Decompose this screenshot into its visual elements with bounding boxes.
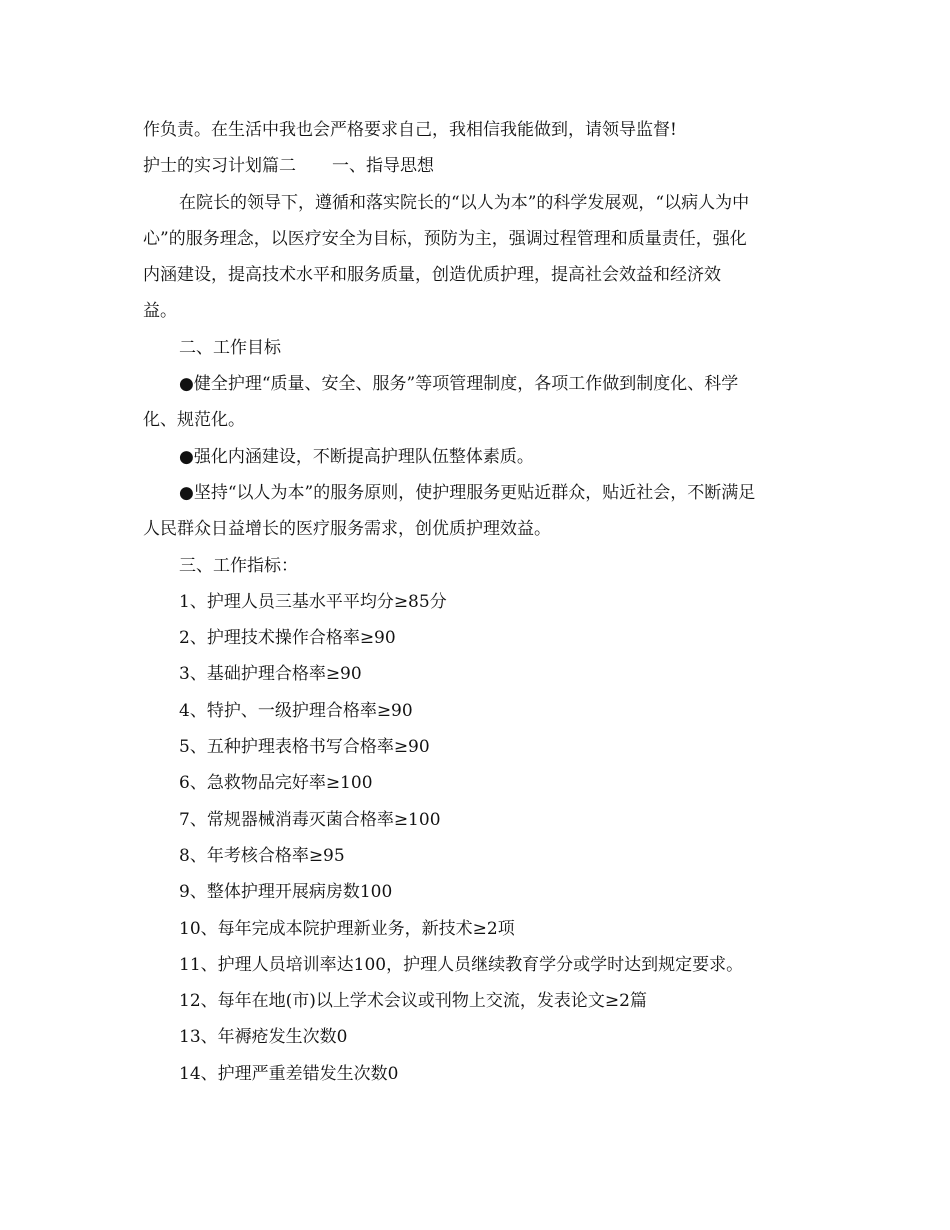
goal-line: 人民群众日益增长的医疗服务需求，创优质护理效益。 [143, 519, 551, 540]
goal-item-3 [143, 475, 815, 548]
document-body [143, 112, 815, 1092]
goal-line: ●健全护理“质量、安全、服务”等项管理制度，各项工作做到制度化、科学 [179, 374, 739, 395]
list-item: 12、每年在地(市)以上学术会议或刊物上交流，发表论文≥2篇 [179, 991, 647, 1012]
list-item: 10、每年完成本院护理新业务，新技术≥2项 [179, 918, 515, 939]
section-title: 护士的实习计划篇二 [143, 156, 296, 177]
opening-line: 作负责。在生活中我也会严格要求自己，我相信我能做到，请领导监督! [143, 120, 677, 140]
list-item: 5、五种护理表格书写合格率≥90 [179, 737, 430, 758]
list-item: 9、整体护理开展病房数100 [179, 882, 393, 903]
list-item: 2、护理技术操作合格率≥90 [179, 628, 396, 649]
goal-item-2: ●强化内涵建设，不断提高护理队伍整体素质。 [179, 446, 534, 467]
goal-line: ●坚持“以人为本”的服务原则，使护理服务更贴近群众，贴近社会，不断满足 [179, 482, 756, 503]
paragraph-line: 益。 [143, 301, 177, 322]
section-header-line [143, 148, 815, 184]
heading-work-goals: 二、工作目标 [179, 337, 281, 358]
list-item: 14、护理严重差错发生次数0 [179, 1063, 399, 1084]
paragraph-line: 在院长的领导下，遵循和落实院长的“以人为本”的科学发展观，“以病人为中 [179, 192, 750, 213]
list-item: 3、基础护理合格率≥90 [179, 664, 362, 685]
list-item: 6、急救物品完好率≥100 [179, 773, 373, 794]
list-item: 11、护理人员培训率达100，护理人员继续教育学分或学时达到规定要求。 [179, 954, 744, 975]
list-item: 7、常规器械消毒灭菌合格率≥100 [179, 809, 441, 830]
paragraph-line: 心”的服务理念，以医疗安全为目标，预防为主，强调过程管理和质量责任，强化 [143, 228, 747, 249]
list-item: 4、特护、一级护理合格率≥90 [179, 700, 413, 721]
list-item: 1、护理人员三基水平平均分≥85分 [179, 591, 447, 612]
list-item: 13、年褥疮发生次数0 [179, 1027, 348, 1048]
goal-line: 化、规范化。 [143, 410, 245, 431]
list-item: 8、年考核合格率≥95 [179, 845, 345, 866]
heading-work-indicators: 三、工作指标： [179, 555, 298, 576]
paragraph-line: 内涵建设，提高技术水平和服务质量，创造优质护理，提高社会效益和经济效 [143, 265, 721, 286]
paragraph-guiding-thought [143, 185, 815, 330]
indicator-list [143, 584, 815, 1092]
goal-item-1 [143, 366, 815, 439]
heading-guiding-thought: 一、指导思想 [332, 156, 434, 177]
